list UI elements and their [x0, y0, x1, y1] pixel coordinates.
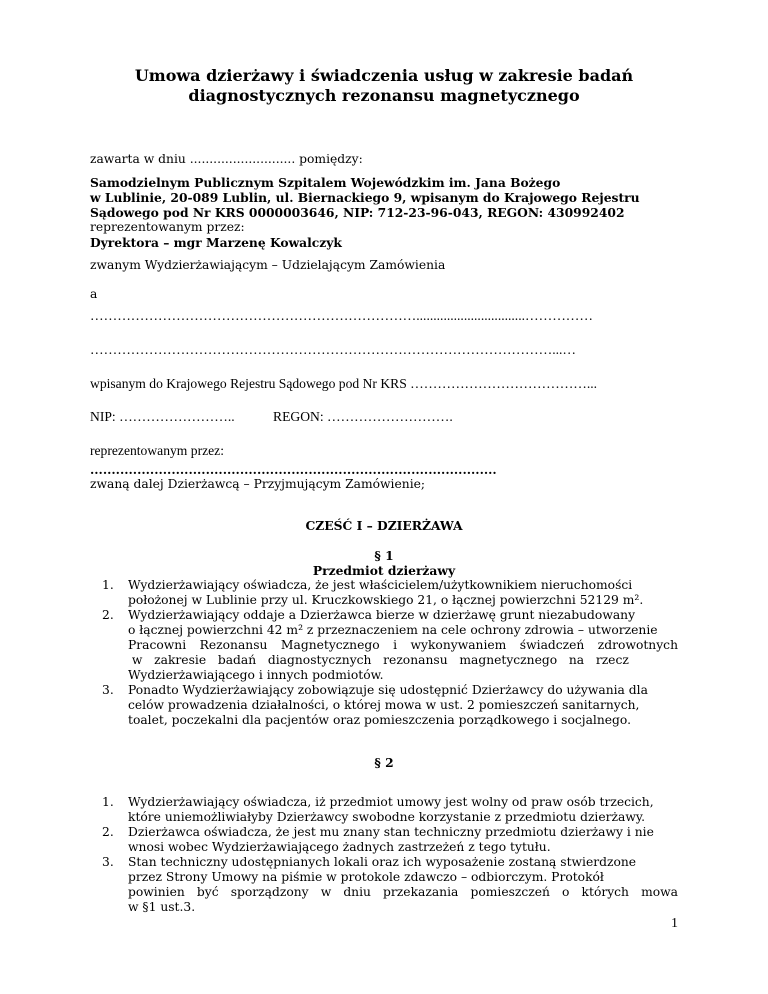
concluded-line: zawarta w dniu ........................... pomiędzy: — [90, 152, 363, 166]
lessee-represented-label: reprezentowanym przez: — [90, 443, 224, 458]
lessee-represented-blank: ............................................................................................... — [90, 462, 497, 477]
item-number: 2. — [102, 825, 114, 839]
lessor-represented-label: reprezentowanym przez: — [90, 220, 245, 234]
document-title: Umowa dzierżawy i świadczenia usług w zakresie badań diagnostycznych rezonansu magnetycznego — [134, 66, 634, 105]
section1-list — [90, 578, 678, 728]
lessee-blank-line1: ………………………………………………………………................................…………… — [90, 308, 593, 323]
page-number: 1 — [671, 916, 678, 931]
lessor-called: zwanym Wydzierżawiającym – Udzielającym Zamówienia — [90, 258, 446, 272]
item-number: 1. — [102, 578, 114, 592]
item-line: Wydzierżawiający oświadcza, że jest właścicielem/użytkownikiem nieruchomości — [128, 578, 633, 592]
item-line: w §1 ust.3. — [128, 900, 196, 914]
lessor-name-line1: Samodzielnym Publicznym Szpitalem Wojewódzkim im. Jana Bożego — [90, 175, 561, 190]
item-line: przez Strony Umowy na piśmie w protokole zdawczo – odbiorczym. Protokół — [128, 870, 604, 884]
item-line: Stan techniczny udostępnianych lokali oraz ich wyposażenie zostaną stwierdzone — [128, 855, 637, 869]
item-line: Ponadto Wydzierżawiający zobowiązuje się udostępnić Dzierżawcy do używania dla — [128, 683, 648, 697]
item-line: Wydzierżawiający oświadcza, iż przedmiot umowy jest wolny od praw osób trzecich, — [128, 795, 654, 809]
list-item — [102, 683, 678, 728]
section2-list — [90, 795, 678, 915]
list-item — [102, 795, 678, 825]
lessee-blank-line2: …………………………………………………………………………………………...… — [90, 342, 576, 357]
section1-sign: § 1 — [374, 548, 394, 563]
item-line: toalet, poczekalni dla pacjentów oraz pomieszczenia porządkowego i socjalnego. — [128, 713, 631, 727]
item-line: celów prowadzenia działalności, o której mowa w ust. 2 pomieszczeń sanitarnych, — [128, 698, 640, 712]
item-number: 2. — [102, 608, 114, 622]
list-item — [102, 855, 678, 915]
item-line: które uniemożliwiałyby Dzierżawcy swobodne korzystanie z przedmiotu dzierżawy. — [128, 810, 646, 824]
item-line: Wydzierżawiającego i innych podmiotów. — [128, 668, 384, 682]
lessor-representative: Dyrektora – mgr Marzenę Kowalczyk — [90, 235, 342, 250]
lessee-called: zwaną dalej Dzierżawcą – Przyjmującym Zamówienie; — [90, 477, 426, 491]
item-line: wnosi wobec Wydzierżawiającego żadnych zastrzeżeń z tego tytułu. — [128, 840, 551, 854]
item-number: 3. — [102, 683, 114, 697]
part1-heading: CZEŚĆ I – DZIERŻAWA — [305, 518, 463, 533]
list-item — [102, 608, 678, 683]
item-line: Pracowni Rezonansu Magnetycznego i wykonywaniem świadczeń zdrowotnych — [128, 638, 678, 652]
lessor-name-line2: w Lublinie, 20-089 Lublin, ul. Biernackiego 9, wpisanym do Krajowego Rejestru — [90, 190, 640, 205]
item-line: położonej w Lublinie przy ul. Kruczkowskiego 21, o łącznej powierzchni 52129 m². — [128, 593, 644, 607]
list-item — [102, 578, 678, 608]
item-number: 1. — [102, 795, 114, 809]
conjunction-a: a — [90, 287, 98, 301]
item-line: w zakresie badań diagnostycznych rezonansu magnetycznego na rzecz — [128, 653, 629, 667]
section1-title: Przedmiot dzierżawy — [312, 563, 456, 578]
lessor-name-line3: Sądowego pod Nr KRS 0000003646, NIP: 712-23-96-043, REGON: 430992402 — [90, 205, 625, 220]
item-line: o łącznej powierzchni 42 m² z przeznaczeniem na cele ochrony zdrowia – utworzenie — [128, 623, 658, 637]
item-line: powinien być sporządzony w dniu przekazania pomieszczeń o których mowa — [128, 885, 678, 899]
section2-sign: § 2 — [374, 755, 394, 770]
item-number: 3. — [102, 855, 114, 869]
lessee-regon: REGON: ………………………. — [273, 409, 453, 424]
item-line: Wydzierżawiający oddaje a Dzierżawca bierze w dzierżawę grunt niezabudowany — [128, 608, 636, 622]
lessee-krs: wpisanym do Krajowego Rejestru Sądowego pod Nr KRS …………………………………... — [90, 376, 598, 391]
lessee-nip: NIP: …………………….. — [90, 409, 235, 424]
list-item — [102, 825, 678, 855]
item-line: Dzierżawca oświadcza, że jest mu znany stan techniczny przedmiotu dzierżawy i nie — [128, 825, 654, 839]
